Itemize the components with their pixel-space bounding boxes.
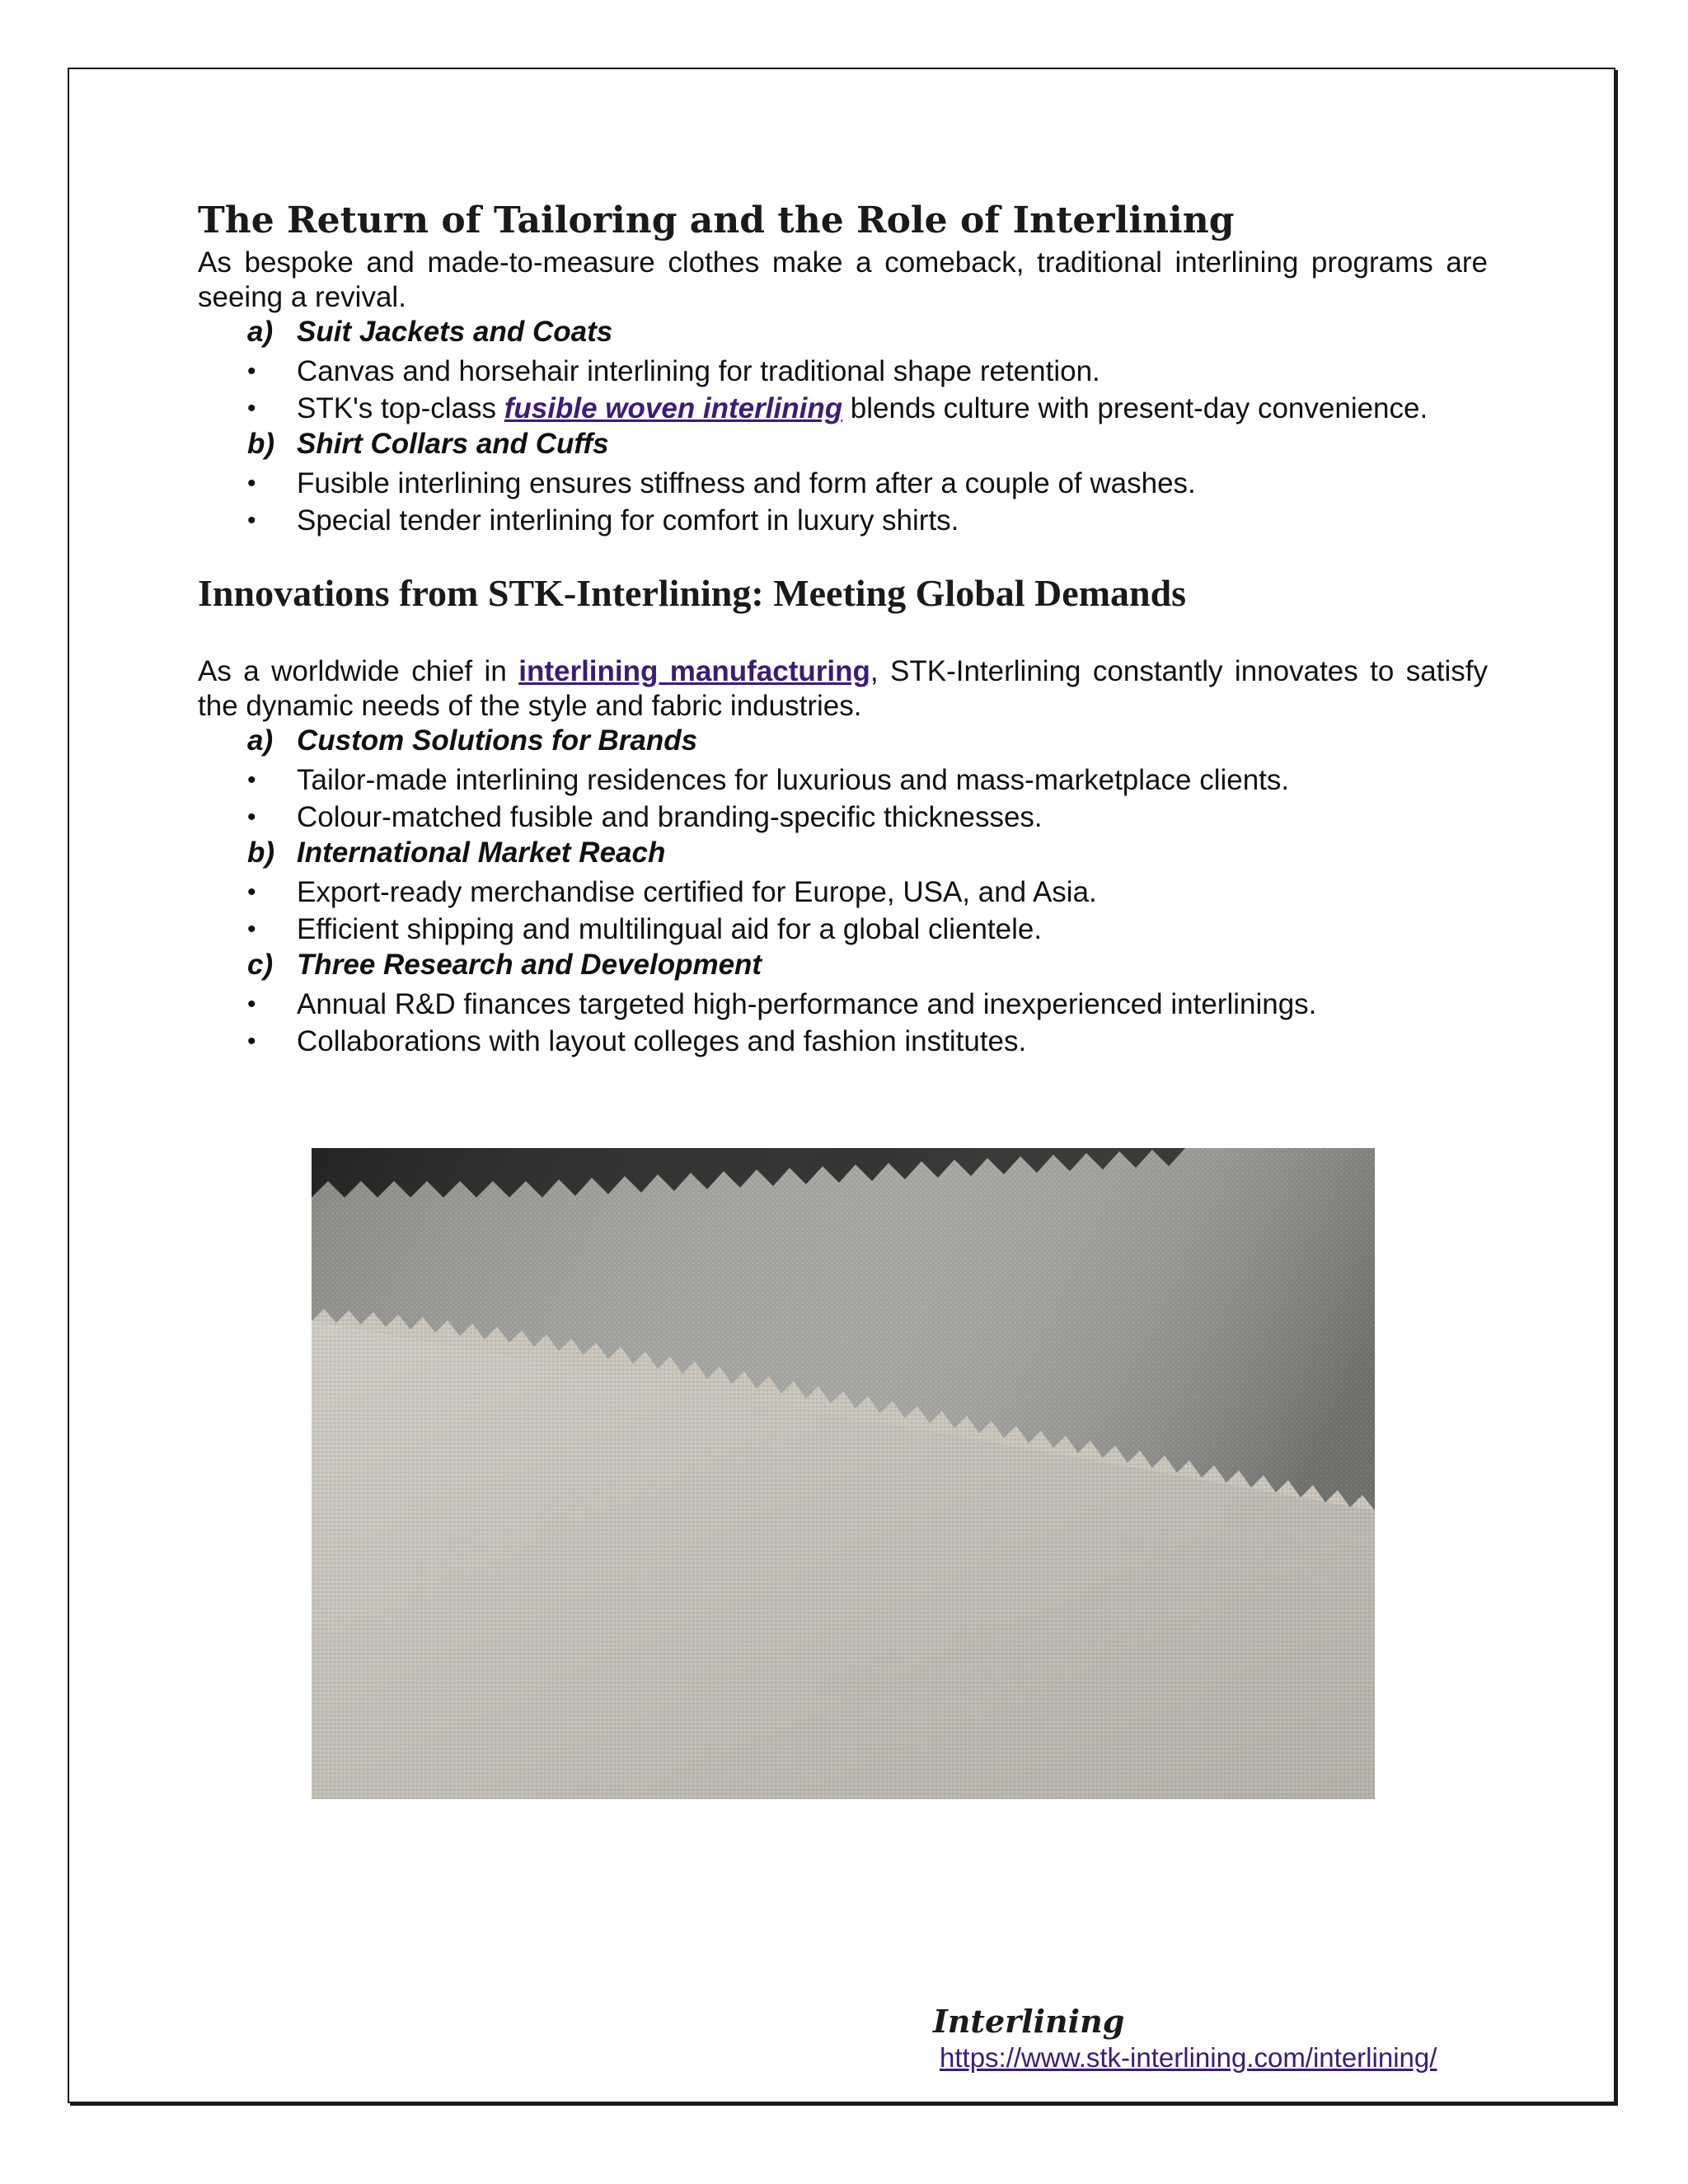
subheading-shirt-collars	[198, 427, 1488, 462]
list-item	[198, 986, 1488, 1023]
subheading-suit-jackets	[198, 315, 1488, 349]
list-item	[198, 1023, 1488, 1060]
list-marker: c)	[247, 949, 274, 981]
document-content	[198, 196, 1488, 1060]
list-item	[198, 502, 1488, 539]
bullet-icon: •	[247, 470, 256, 497]
list-item	[198, 390, 1488, 427]
list-item-text	[297, 390, 1428, 427]
interlining-fabric-photo	[312, 1148, 1375, 1799]
list-item-text: Efficient shipping and multilingual aid for a global clientele.	[297, 913, 1043, 945]
list-marker: b)	[247, 428, 275, 460]
footer-label: Interlining	[933, 2003, 1125, 2040]
list-item	[198, 799, 1488, 836]
list-item	[198, 465, 1488, 502]
section-intro-innovations	[198, 654, 1488, 724]
subheading-research	[198, 948, 1488, 982]
list-item-text: Colour-matched fusible and branding-specific thicknesses.	[297, 801, 1043, 833]
list-item-text: Collaborations with layout colleges and fashion institutes.	[297, 1025, 1027, 1057]
bullet-list-research	[198, 986, 1488, 1060]
subheading-label: Three Research and Development	[297, 949, 762, 981]
subheading-label: Custom Solutions for Brands	[297, 724, 698, 757]
list-item-text: Special tender interlining for comfort in luxury shirts.	[297, 504, 959, 537]
bullet-list-shirt-collars	[198, 465, 1488, 539]
footer-url-link[interactable]: https://www.stk-interlining.com/interlining/	[940, 2042, 1437, 2073]
list-item-text: Tailor-made interlining residences for luxurious and mass-marketplace clients.	[297, 764, 1290, 796]
subheading-label: International Market Reach	[297, 837, 666, 869]
subheading-label: Suit Jackets and Coats	[297, 316, 613, 348]
bullet-icon: •	[247, 395, 256, 422]
bullet-icon: •	[247, 507, 256, 534]
bullet-icon: •	[247, 916, 256, 943]
section-heading-tailoring: The Return of Tailoring and the Role of Interlining	[198, 199, 1235, 241]
bullet-icon: •	[247, 879, 256, 906]
section-intro-tailoring: As bespoke and made-to-measure clothes make a comeback, traditional interlining programs are seeing a revival.	[198, 246, 1488, 313]
list-item-text: Annual R&D finances targeted high-performance and inexperienced interlinings.	[297, 988, 1317, 1020]
list-marker: b)	[247, 837, 275, 869]
text-after-link: , STK-Interlining constantly innovates to satisfy the dynamic needs of the style and fabric industries.	[198, 655, 1488, 722]
bullet-list-custom-solutions	[198, 762, 1488, 836]
bullet-icon: •	[247, 766, 256, 794]
list-item-text: Fusible interlining ensures stiffness and form after a couple of washes.	[297, 467, 1196, 499]
text-before-link: As a worldwide chief in	[198, 655, 519, 687]
list-marker: a)	[247, 316, 274, 348]
list-item-text: Canvas and horsehair interlining for traditional shape retention.	[297, 355, 1100, 387]
subheading-custom-solutions	[198, 724, 1488, 758]
list-item	[198, 874, 1488, 911]
interlining-manufacturing-link[interactable]: interlining manufacturing	[518, 655, 870, 687]
list-item	[198, 762, 1488, 799]
fusible-woven-interlining-link[interactable]: fusible woven interlining	[504, 392, 843, 424]
list-item	[198, 353, 1488, 390]
bullet-list-market-reach	[198, 874, 1488, 948]
text-before-link: STK's top-class	[297, 392, 504, 424]
list-item-text: Export-ready merchandise certified for Europe, USA, and Asia.	[297, 876, 1097, 908]
bullet-icon: •	[247, 358, 256, 385]
section-heading-innovations: Innovations from STK-Interlining: Meeting Global Demands	[198, 572, 1187, 614]
list-item	[198, 911, 1488, 948]
subheading-market-reach	[198, 836, 1488, 870]
subheading-label: Shirt Collars and Cuffs	[297, 428, 609, 460]
text-after-link: blends culture with present-day convenience.	[842, 392, 1428, 424]
list-marker: a)	[247, 724, 274, 757]
bullet-icon: •	[247, 991, 256, 1018]
bullet-list-suit-jackets	[198, 353, 1488, 427]
bullet-icon: •	[247, 1028, 256, 1055]
bullet-icon: •	[247, 804, 256, 831]
